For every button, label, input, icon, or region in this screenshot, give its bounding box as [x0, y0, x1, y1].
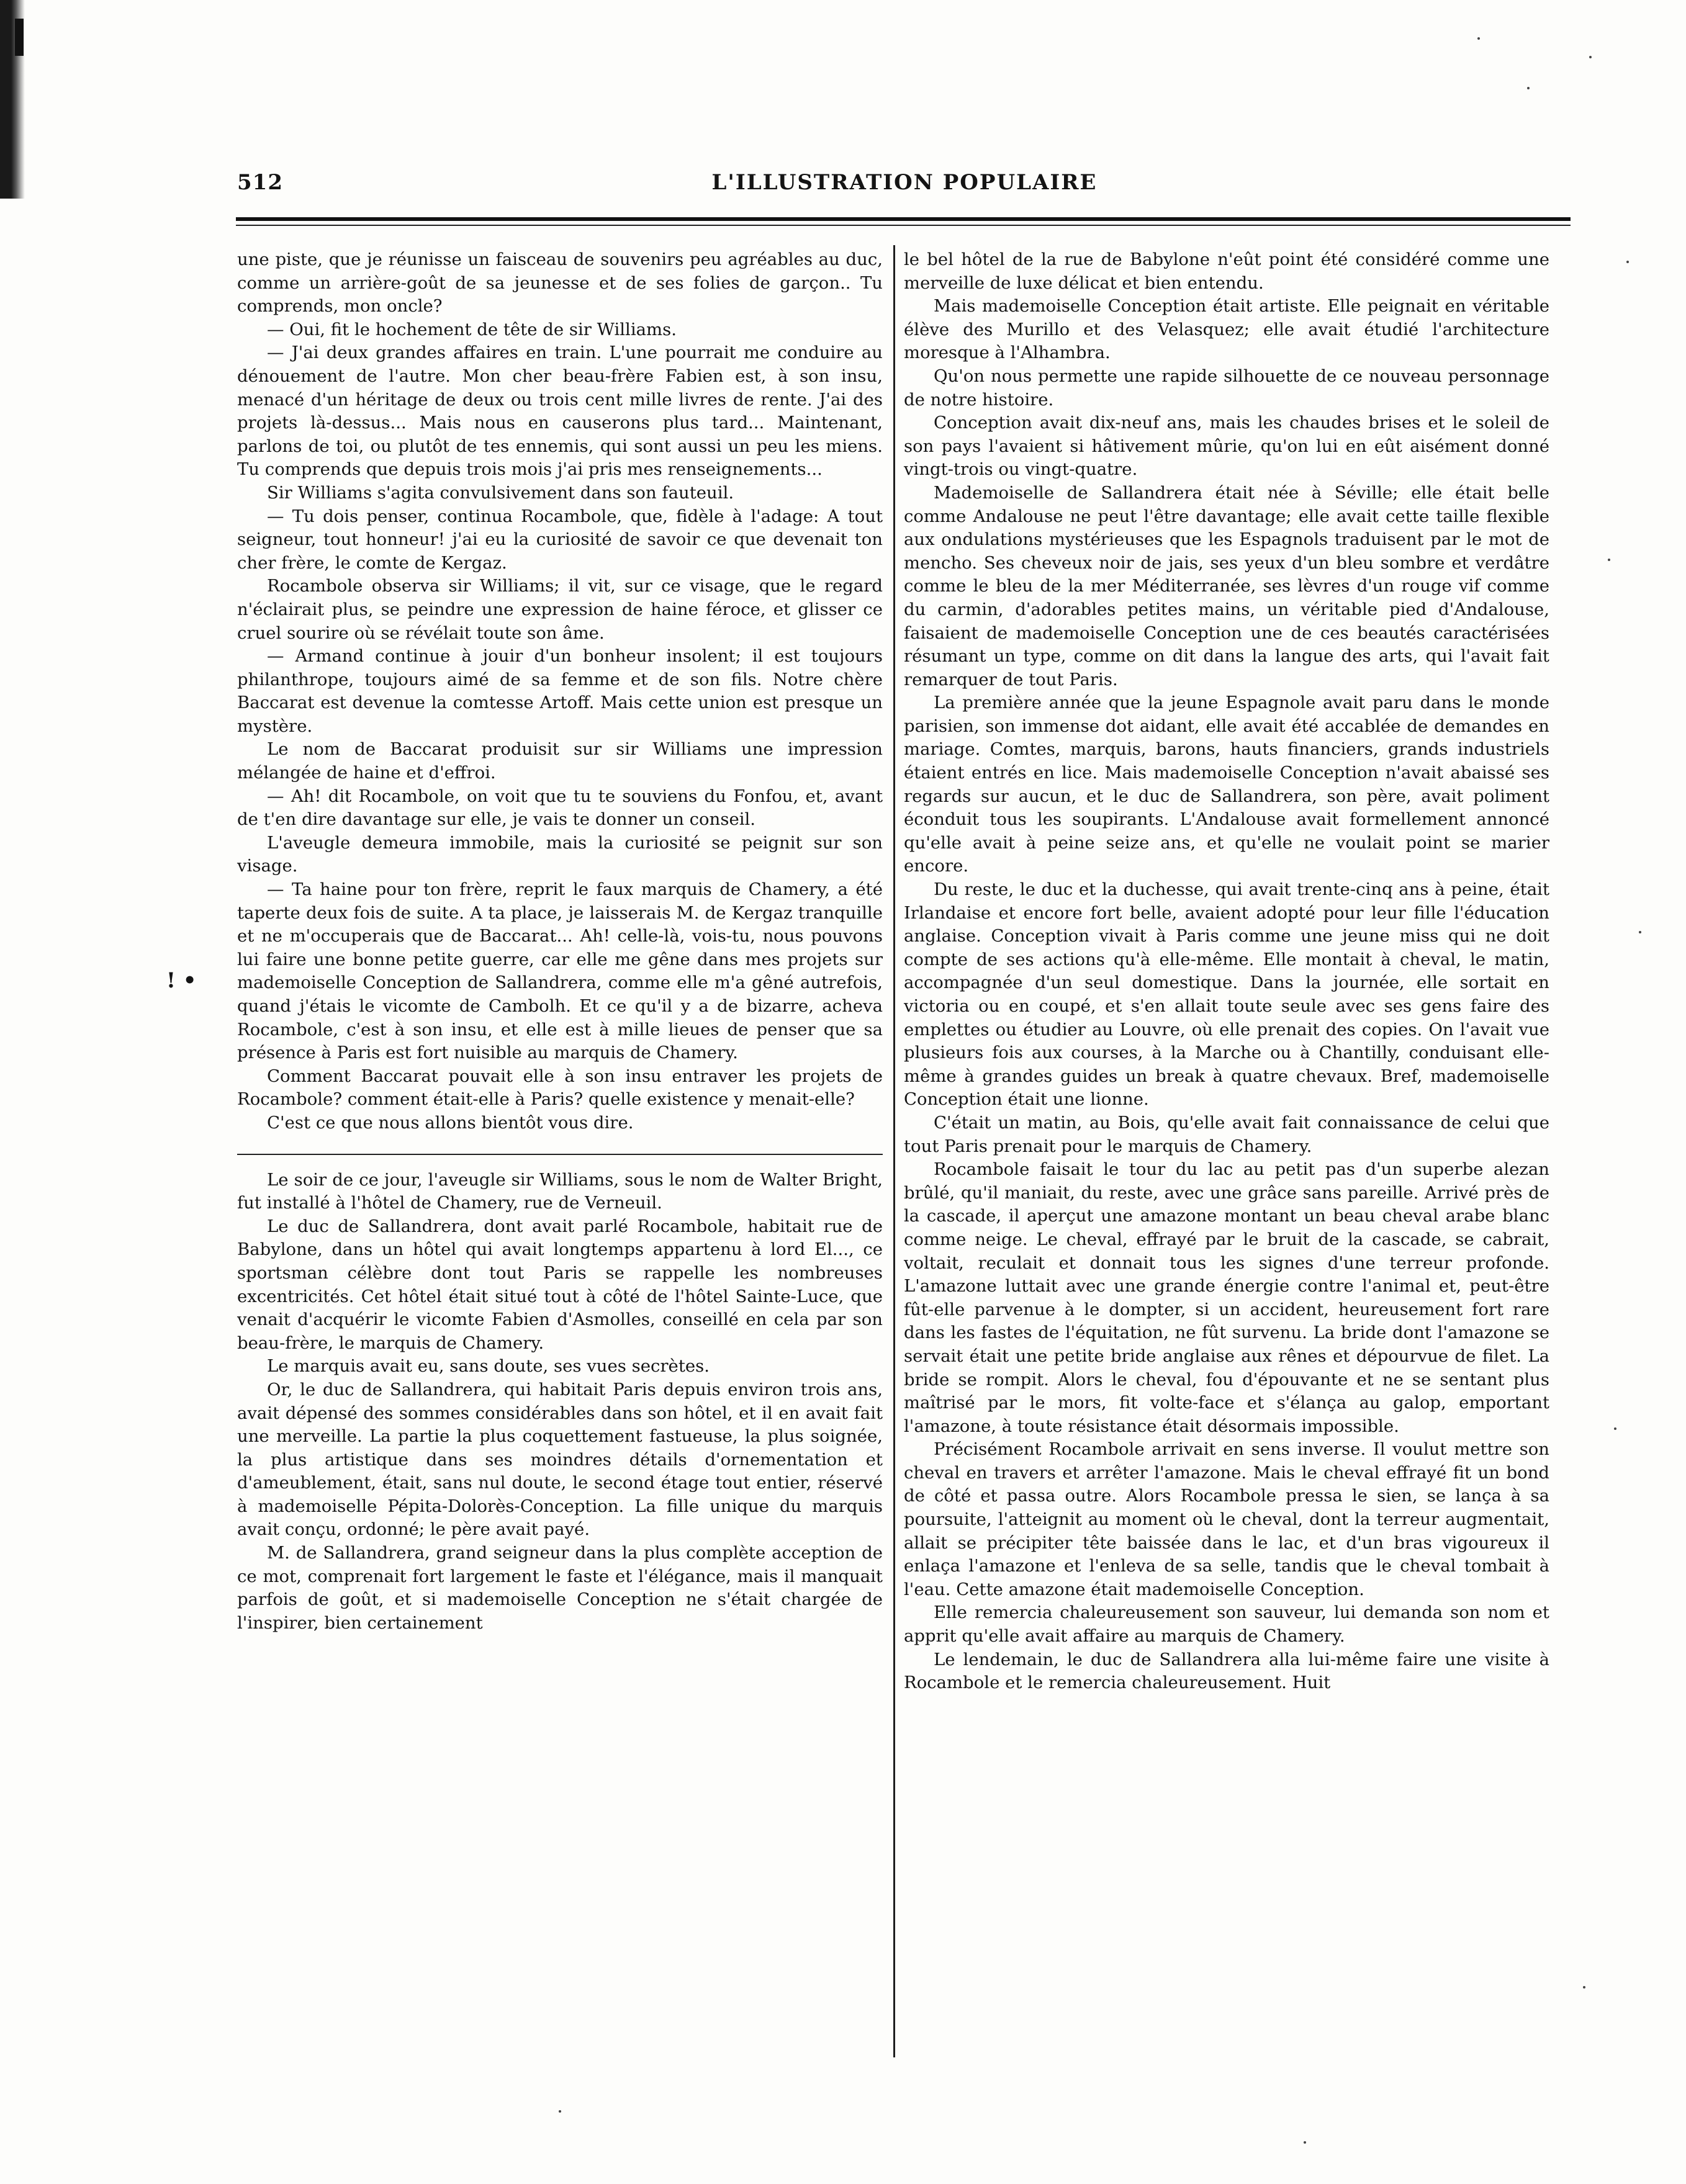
- paragraph: Comment Baccarat pouvait elle à son insu entraver les projets de Rocambole? comment était-elle à Paris? quelle existence y menait-elle?: [237, 1066, 883, 1110]
- paragraph: Sir Williams s'agita convulsivement dans son fauteuil.: [267, 482, 734, 503]
- paragraph: Mais mademoiselle Conception était artiste. Elle peignait en véritable élève des Murillo et des Velasquez; elle avait étudié l'architecture moresque à l'Alhambra.: [904, 296, 1549, 363]
- scan-speck: [559, 2110, 561, 2113]
- page-header: [237, 168, 1572, 205]
- paragraph: M. de Sallandrera, grand seigneur dans la plus complète acception de ce mot, comprenait fort largement le faste et l'élégance, mais il manquait parfois de goût, et si mademoiselle Conception ne s'était chargée de l'inspirer, bien certainement: [237, 1543, 883, 1633]
- right-column: [904, 248, 1549, 1695]
- paragraph: C'était un matin, au Bois, qu'elle avait fait connaissance de celui que tout Paris prenait pour le marquis de Chamery.: [904, 1112, 1549, 1156]
- paragraph: Le nom de Baccarat produisit sur sir Williams une impression mélangée de haine et d'effroi.: [237, 739, 883, 783]
- header-rule-thick: [236, 217, 1571, 221]
- scan-speck: [1608, 559, 1610, 561]
- paragraph: Le duc de Sallandrera, dont avait parlé Rocambole, habitait rue de Babylone, dans un hôtel qui avait longtemps appartenu à lord El..., ce sportsman célèbre dont tout Paris se rappelle les nombreuses excentricités. Cet hôtel était situé tout à côté de l'hôtel Sainte-Luce, que venait d'acquérir le vicomte Fabien d'Asmolles, conseillé en cela par son beau-frère, le marquis de Chamery.: [237, 1216, 883, 1353]
- paragraph: — J'ai deux grandes affaires en train. L'une pourrait me conduire au dénouement de l'autre. Mon cher beau-frère Fabien est, à son insu, menacé d'un héritage de deux ou trois cent mille livres de rente. J'ai des projets là-dessus... Mais nous en causerons plus tard... Maintenant, parlons de toi, ou plutôt de tes ennemis, qui sont aussi un peu les miens. Tu comprends que depuis trois mois j'ai pris mes renseignements...: [237, 343, 883, 480]
- scan-speck: [1639, 931, 1641, 933]
- paragraph: une piste, que je réunisse un faisceau de souvenirs peu agréables au duc, comme un arrière-goût de sa jeunesse et de ses folies de garçon.. Tu comprends, mon oncle?: [237, 249, 883, 317]
- paragraph: — Tu dois penser, continua Rocambole, que, fidèle à l'adage: A tout seigneur, tout honneur! j'ai eu la curiosité de savoir ce que devenait ton cher frère, le comte de Kergaz.: [237, 506, 883, 573]
- margin-mark: ! •: [166, 968, 197, 993]
- paragraph: Mademoiselle de Sallandrera était née à Séville; elle était belle comme Andalouse ne peut l'être davantage; elle avait cette taille flexible aux ondulations mystérieuses que les Espagnols traduisent par le mot de mencho. Ses cheveux noir de jais, ses yeux d'un bleu sombre et verdâtre comme le bleu de la mer Méditerranée, ses lèvres d'un rouge vif comme du carmin, d'adorables petites mains, un véritable pied d'Andalouse, faisaient de mademoiselle Conception une de ces beautés caractérisées résumant un type, comme on dit dans la langue des arts, qui l'avait fait remarquer de tout Paris.: [904, 482, 1549, 690]
- paragraph: Rocambole observa sir Williams; il vit, sur ce visage, que le regard n'éclairait plus, se peindre une expression de haine féroce, et glisser ce cruel sourire où se révélait toute son âme.: [237, 576, 883, 643]
- paragraph: Précisément Rocambole arrivait en sens inverse. Il voulut mettre son cheval en travers et arrêter l'amazone. Mais le cheval effrayé fit un bond de côté et passa outre. Alors Rocambole pressa le sien, se lança à sa poursuite, l'atteignit au moment où le cheval, dont la terreur augmentait, allait se précipiter tête baissée dans le lac, et d'un bras vigoureux il enlaça l'amazone et l'enleva de sa selle, tandis que le cheval tombait à l'eau. Cette amazone était mademoiselle Conception.: [904, 1439, 1549, 1599]
- paragraph: L'aveugle demeura immobile, mais la curiosité se peignit sur son visage.: [237, 832, 883, 876]
- paragraph: Elle remercia chaleureusement son sauveur, lui demanda son nom et apprit qu'elle avait affaire au marquis de Chamery.: [904, 1602, 1549, 1647]
- paragraph: La première année que la jeune Espagnole avait paru dans le monde parisien, son immense dot aidant, elle avait été accablée de demandes en mariage. Comtes, marquis, barons, hauts financiers, grands industriels étaient entrés en lice. Mais mademoiselle Conception n'avait abaissé ses regards sur aucun, et le duc de Sallandrera, son père, avait poliment éconduit tous les soupirants. L'Andalouse avait formellement annoncé qu'elle avait à peine seize ans, et qu'elle ne voulait point se marier encore.: [904, 693, 1549, 876]
- journal-title: L'ILLUSTRATION POPULAIRE: [711, 170, 1098, 195]
- column-divider: [893, 245, 895, 2057]
- paragraph: Le marquis avait eu, sans doute, ses vues secrètes.: [267, 1356, 710, 1377]
- paragraph: — Armand continue à jouir d'un bonheur insolent; il est toujours philanthrope, toujours aimé de sa femme et de son fils. Notre chère Baccarat est devenue la comtesse Artoff. Mais cette union est presque un mystère.: [237, 646, 883, 736]
- section-separator: [237, 1154, 883, 1155]
- paragraph: Conception avait dix-neuf ans, mais les chaudes brises et le soleil de son pays l'avaient si hâtivement mûrie, qu'on lui en eût aisément donné vingt-trois ou vingt-quatre.: [904, 413, 1549, 480]
- page-number: 512: [237, 170, 283, 195]
- scan-speck: [1626, 261, 1629, 263]
- paragraph: — Ah! dit Rocambole, on voit que tu te souviens du Fonfou, et, avant de t'en dire davantage sur elle, je vais te donner un conseil.: [237, 786, 883, 830]
- paragraph: Qu'on nous permette une rapide silhouette de ce nouveau personnage de notre histoire.: [904, 366, 1549, 410]
- scan-speck: [1589, 56, 1592, 58]
- scan-speck: [1583, 1986, 1585, 1989]
- header-rule-thin: [236, 225, 1571, 226]
- paragraph: — Ta haine pour ton frère, reprit le faux marquis de Chamery, a été taperte deux fois de suite. A ta place, je laisserais M. de Kergaz tranquille et ne m'occuperais que de Baccarat... Ah! celle-là, vois-tu, nous pouvons lui faire une bonne petite guerre, car elle me gêne dans mes projets sur mademoiselle Conception de Sallandrera, comme elle m'a gêné autrefois, quand j'étais le vicomte de Cambolh. Et ce qu'il y a de bizarre, acheva Rocambole, c'est à son insu, et elle est à mille lieues de penser que sa présence à Paris est fort nuisible au marquis de Chamery.: [237, 879, 883, 1063]
- scan-speck: [1304, 2141, 1306, 2144]
- scan-speck: [1477, 37, 1480, 40]
- scan-speck: [1614, 1427, 1616, 1430]
- paragraph: le bel hôtel de la rue de Babylone n'eût point été considéré comme une merveille de luxe délicat et bien entendu.: [904, 249, 1549, 293]
- paragraph: Le lendemain, le duc de Sallandrera alla lui-même faire une visite à Rocambole et le remercia chaleureusement. Huit: [904, 1649, 1549, 1693]
- paragraph: Or, le duc de Sallandrera, qui habitait Paris depuis environ trois ans, avait dépensé des sommes considérables dans son hôtel, et il en avait fait une merveille. La partie la plus coquettement fastueuse, la plus soignée, la plus artistique dans ses moindres détails d'ornementation et d'ameublement, était, sans nul doute, le second étage tout entier, réservé à mademoiselle Pépita-Dolorès-Conception. La fille unique du marquis avait conçu, ordonné; le père avait payé.: [237, 1379, 883, 1540]
- paragraph: — Oui, fit le hochement de tête de sir Williams.: [267, 319, 677, 339]
- paragraph: C'est ce que nous allons bientôt vous dire.: [267, 1112, 634, 1133]
- paragraph: Rocambole faisait le tour du lac au petit pas d'un superbe alezan brûlé, qu'il maniait, du reste, avec une grâce sans pareille. Arrivé près de la cascade, il aperçut une amazone montant un beau cheval arabe blanc comme neige. Le cheval, effrayé par le bruit de la cascade, se cabrait, voltait, reculait et donnait tous les signes d'une terreur profonde. L'amazone luttait avec une grande énergie contre l'animal et, peut-être fût-elle parvenue à le dompter, si un accident, heureusement fort rare dans les fastes de l'équitation, ne fût survenu. La bride dont l'amazone se servait était une petite bride anglaise aux rênes et dépourvue de filet. La bride se rompit. Alors le cheval, fou d'épouvante et ne se sentant plus maîtrisé par le mors, fit volte-face et s'élança au galop, emportant l'amazone, à toute résistance était désormais impossible.: [904, 1159, 1549, 1436]
- paragraph: Du reste, le duc et la duchesse, qui avait trente-cinq ans à peine, était Irlandaise et encore fort belle, avaient adopté pour leur fille l'éducation anglaise. Conception vivait à Paris comme une jeune miss qui ne doit compte de ses actions qu'à elle-même. Elle montait à cheval, le matin, accompagnée d'un seul domestique. Dans la journée, elle sortait en victoria ou en coupé, et s'en allait toute seule avec ses gens faire des emplettes ou étudier au Louvre, où elle prenait des copies. On l'avait vue plusieurs fois aux courses, à la Marche ou à Chantilly, conduisant elle-même à grandes guides un break à quatre chevaux. Bref, mademoiselle Conception était une lionne.: [904, 879, 1549, 1110]
- paragraph: Le soir de ce jour, l'aveugle sir Williams, sous le nom de Walter Bright, fut installé à l'hôtel de Chamery, rue de Verneuil.: [237, 1169, 883, 1213]
- scan-edge-mark: [15, 19, 24, 56]
- scan-speck: [1527, 87, 1530, 89]
- left-column: [237, 248, 883, 1635]
